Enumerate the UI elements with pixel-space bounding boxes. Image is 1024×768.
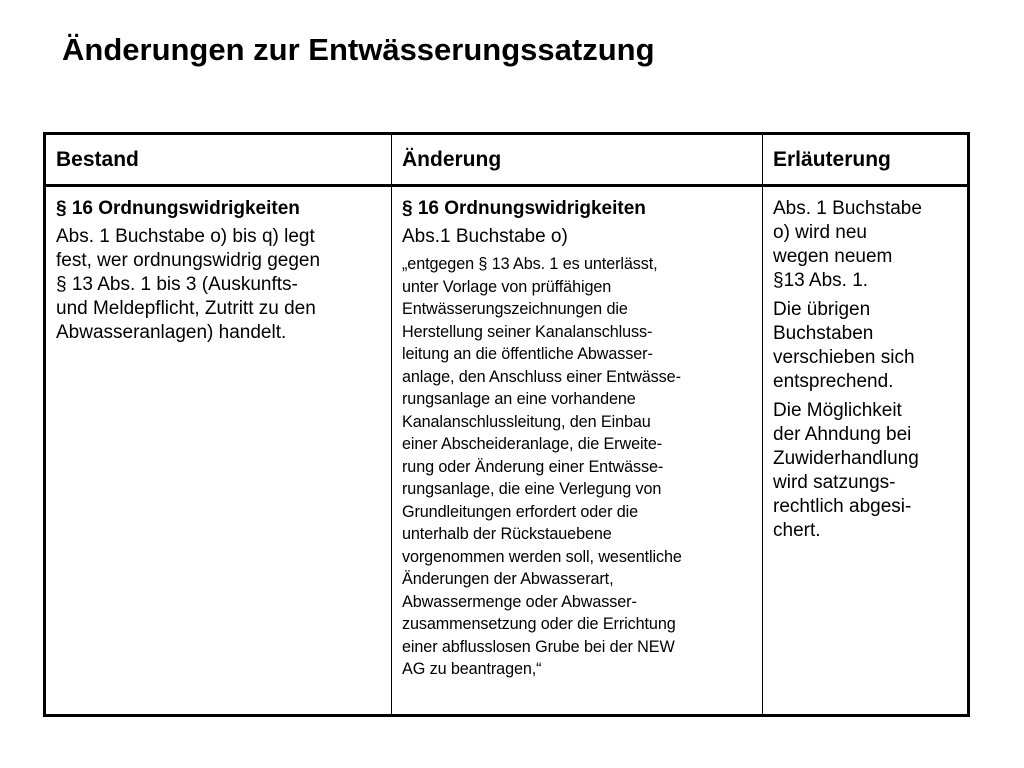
aenderung-line: einer abflusslosen Grube bei der NEW [402, 637, 675, 656]
erlaeuterung-line: Die übrigen [773, 299, 871, 320]
aenderung-subheading: Abs.1 Buchstabe o) [402, 226, 568, 247]
header-aenderung: Änderung [392, 134, 763, 186]
bestand-heading: § 16 Ordnungswidrigkeiten [56, 198, 300, 219]
bestand-text [56, 225, 383, 345]
cell-bestand [45, 186, 392, 716]
aenderung-line: Abwassermenge oder Abwasser- [402, 592, 637, 611]
cell-erlaeuterung [763, 186, 969, 716]
erlaeuterung-line: wird satzungs- [773, 472, 896, 493]
aenderung-line: Entwässerungszeichnungen die [402, 300, 628, 318]
aenderung-line: rung oder Änderung einer Entwässe- [402, 457, 664, 476]
erlaeuterung-line: entsprechend. [773, 371, 894, 392]
erlaeuterung-line: Zuwiderhandlung [773, 448, 919, 469]
erlaeuterung-paragraph [773, 399, 959, 543]
table-header-row [45, 134, 969, 186]
header-bestand: Bestand [45, 134, 392, 186]
aenderung-line: vorgenommen werden soll, wesentliche [402, 547, 682, 566]
bestand-line: Abs. 1 Buchstabe o) bis q) legt [56, 226, 315, 247]
erlaeuterung-paragraph [773, 298, 959, 394]
header-erlaeuterung: Erläuterung [763, 134, 969, 186]
bestand-line: fest, wer ordnungswidrig gegen [56, 250, 321, 271]
erlaeuterung-line: Die Möglichkeit [773, 400, 902, 421]
aenderung-line: rungsanlage an eine vorhandene [402, 390, 636, 408]
aenderung-line: unterhalb der Rückstauebene [402, 525, 612, 543]
erlaeuterung-line: rechtlich abgesi- [773, 496, 912, 517]
erlaeuterung-line: Buchstaben [773, 323, 874, 344]
aenderung-line: Kanalanschlussleitung, den Einbau [402, 412, 651, 431]
aenderung-heading: § 16 Ordnungswidrigkeiten [402, 198, 646, 219]
aenderung-text [402, 253, 754, 681]
erlaeuterung-line: wegen neuem [773, 246, 893, 267]
erlaeuterung-paragraph [773, 197, 959, 293]
aenderung-line: anlage, den Anschluss einer Entwässe- [402, 367, 681, 386]
aenderung-line: AG zu beantragen,“ [402, 660, 542, 678]
erlaeuterung-line: verschieben sich [773, 347, 915, 368]
aenderung-line: Herstellung seiner Kanalanschluss- [402, 322, 653, 341]
table-row [45, 186, 969, 716]
erlaeuterung-line: Abs. 1 Buchstabe [773, 198, 922, 219]
aenderung-line: unter Vorlage von prüffähigen [402, 277, 612, 296]
bestand-line: § 13 Abs. 1 bis 3 (Auskunfts- [56, 274, 298, 295]
aenderung-line: Änderungen der Abwasserart, [402, 570, 614, 588]
aenderung-line: zusammensetzung oder die Errichtung [402, 615, 676, 633]
amendment-table [43, 132, 970, 717]
erlaeuterung-line: §13 Abs. 1. [773, 270, 869, 291]
cell-aenderung [392, 186, 763, 716]
aenderung-line: „entgegen § 13 Abs. 1 es unterlässt, [402, 255, 658, 273]
bestand-line: und Meldepflicht, Zutritt zu den [56, 298, 316, 319]
erlaeuterung-line: der Ahndung bei [773, 424, 912, 445]
aenderung-line: einer Abscheideranlage, die Erweite- [402, 435, 663, 453]
page-title: Änderungen zur Entwässerungssatzung [62, 32, 655, 67]
aenderung-line: rungsanlage, die eine Verlegung von [402, 480, 662, 498]
aenderung-line: Grundleitungen erfordert oder die [402, 502, 639, 521]
aenderung-line: leitung an die öffentliche Abwasser- [402, 345, 653, 363]
bestand-line: Abwasseranlagen) handelt. [56, 322, 287, 343]
erlaeuterung-line: chert. [773, 520, 821, 541]
erlaeuterung-line: o) wird neu [773, 222, 867, 243]
